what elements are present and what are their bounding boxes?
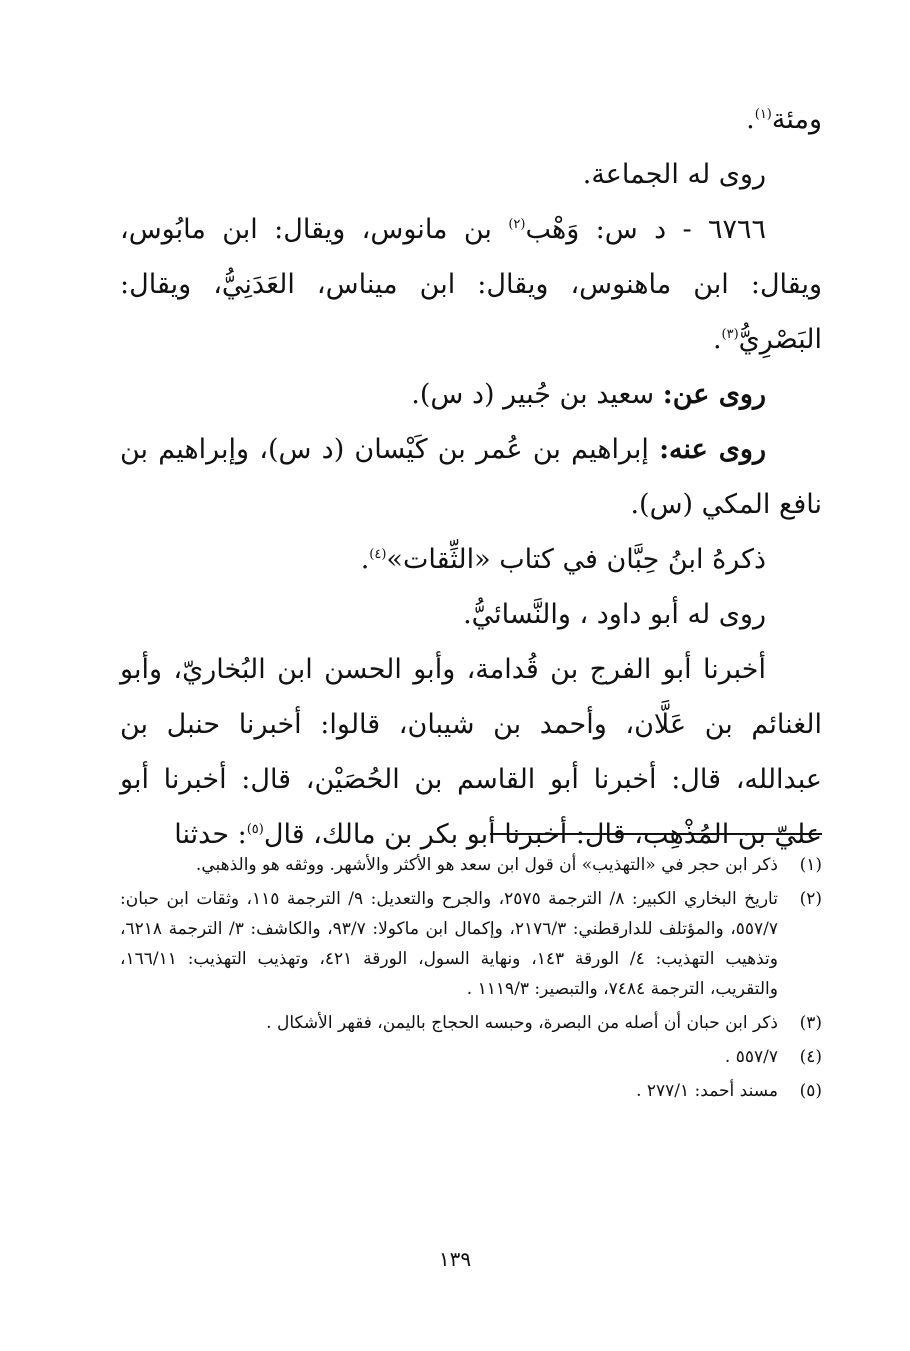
footnote-number: (٢) [799,889,822,909]
mentioned-text: ذكرهُ ابنُ حِبَّان في كتاب «الثِّقات» [386,544,766,575]
footnote-number: (١) [799,855,822,875]
isnad-paragraph [120,642,822,862]
footnote-ref-3[interactable]: (٣) [721,327,739,342]
footnote-2 [120,884,822,1004]
footnote-1 [120,850,822,880]
footnote-text: ٥٥٧/٧ . [724,1047,778,1067]
footnote-text: تاريخ البخاري الكبير: ٨/ الترجمة ٢٥٧٥، والجرح والتعديل: ٩/ الترجمة ١١٥، وثقات ابن حبان: ٥٥٧/٧، والمؤتلف للدارقطني: ٢١٧٦/٣، وإكمال ابن ماكولا: ٩٣/٧، والكاشف: ٣/ الترجمة ٦٢١٨، وتذهيب التهذيب: ٤/ الورقة ١٤٣، ونهاية السول، الورقة ٤٢١، وتهذيب التهذيب: ١٦٦/١١، والتقريب، الترجمة ٧٤٨٤، والتبصير: ١١١٩/٣ . [120,889,779,999]
footnote-number: (٥) [799,1081,822,1101]
main-text [120,92,822,862]
footnote-text: مسند أحمد: ٢٧٧/١ . [636,1081,778,1101]
footnote-number: (٣) [799,1013,822,1033]
footnote-text: ذكر ابن حجر في «التهذيب» أن قول ابن سعد هو الأكثر والأشهر. ووثقه هو والذهبي. [195,855,778,875]
narrated-from-text: سعيد بن جُبير (د س). [411,379,663,410]
narrated-by-text: إبراهيم بن عُمر بن كَيْسان (د س)، وإبراهيم بن نافع المكي (س). [120,434,822,520]
continuation-end: . [746,104,755,135]
narrated-from-label: روى عن: [662,379,766,410]
narrated-by-label: روى عنه: [659,434,766,465]
footnote-3 [120,1008,822,1038]
narrated-by-abu-dawud: روى له أبو داود ، والنَّسائيُّ. [463,599,766,630]
isnad-end: : حدثنا [174,819,247,850]
mentioned-end: . [360,544,370,575]
entry-heading: ٦٧٦٦ - د س: وَهْب [525,214,766,245]
footnote-ref-2[interactable]: (٢) [508,217,526,232]
footnote-ref-5[interactable]: (٥) [246,822,264,837]
narrated-by-all: روى له الجماعة. [582,159,766,190]
entry-6766 [120,202,822,367]
continuation-text: ومئة [771,104,822,135]
footnote-divider [490,833,822,835]
footnote-text: ذكر ابن حبان أن أصله من البصرة، وحبسه الحجاج باليمن، فقهر الأشكال . [266,1013,778,1033]
footnote-ref-4[interactable]: (٤) [369,547,387,562]
footnote-number: (٤) [799,1047,822,1067]
footnote-5 [120,1076,822,1106]
entry-body: بن مانوس، ويقال: ابن مابُوس، ويقال: ابن ماهنوس، ويقال: ابن ميناس، العَدَنِيُّ، ويقال: البَصْرِيُّ [120,214,822,355]
footnotes [120,850,822,1110]
page-number: ١٣٩ [438,1247,472,1271]
continuation-line [120,92,822,147]
narrated-by [120,422,822,532]
footnote-ref-1[interactable]: (١) [754,107,772,122]
mentioned-by-ibn-hibban [120,532,822,587]
isnad-text: أخبرنا أبو الفرج بن قُدامة، وأبو الحسن ابن البُخاريّ، وأبو الغنائم بن عَلَّان، وأحمد بن شيبان، قالوا: أخبرنا حنبل بن عبدالله، قال: أخبرنا أبو القاسم بن الحُصَيْن، قال: أخبرنا أبو عليّ بن المُذْهِب، قال: أخبرنا أبو بكر بن مالك، قال [120,654,822,850]
footnote-4 [120,1042,822,1072]
narrated-from [120,367,822,422]
entry-end: . [712,324,722,355]
